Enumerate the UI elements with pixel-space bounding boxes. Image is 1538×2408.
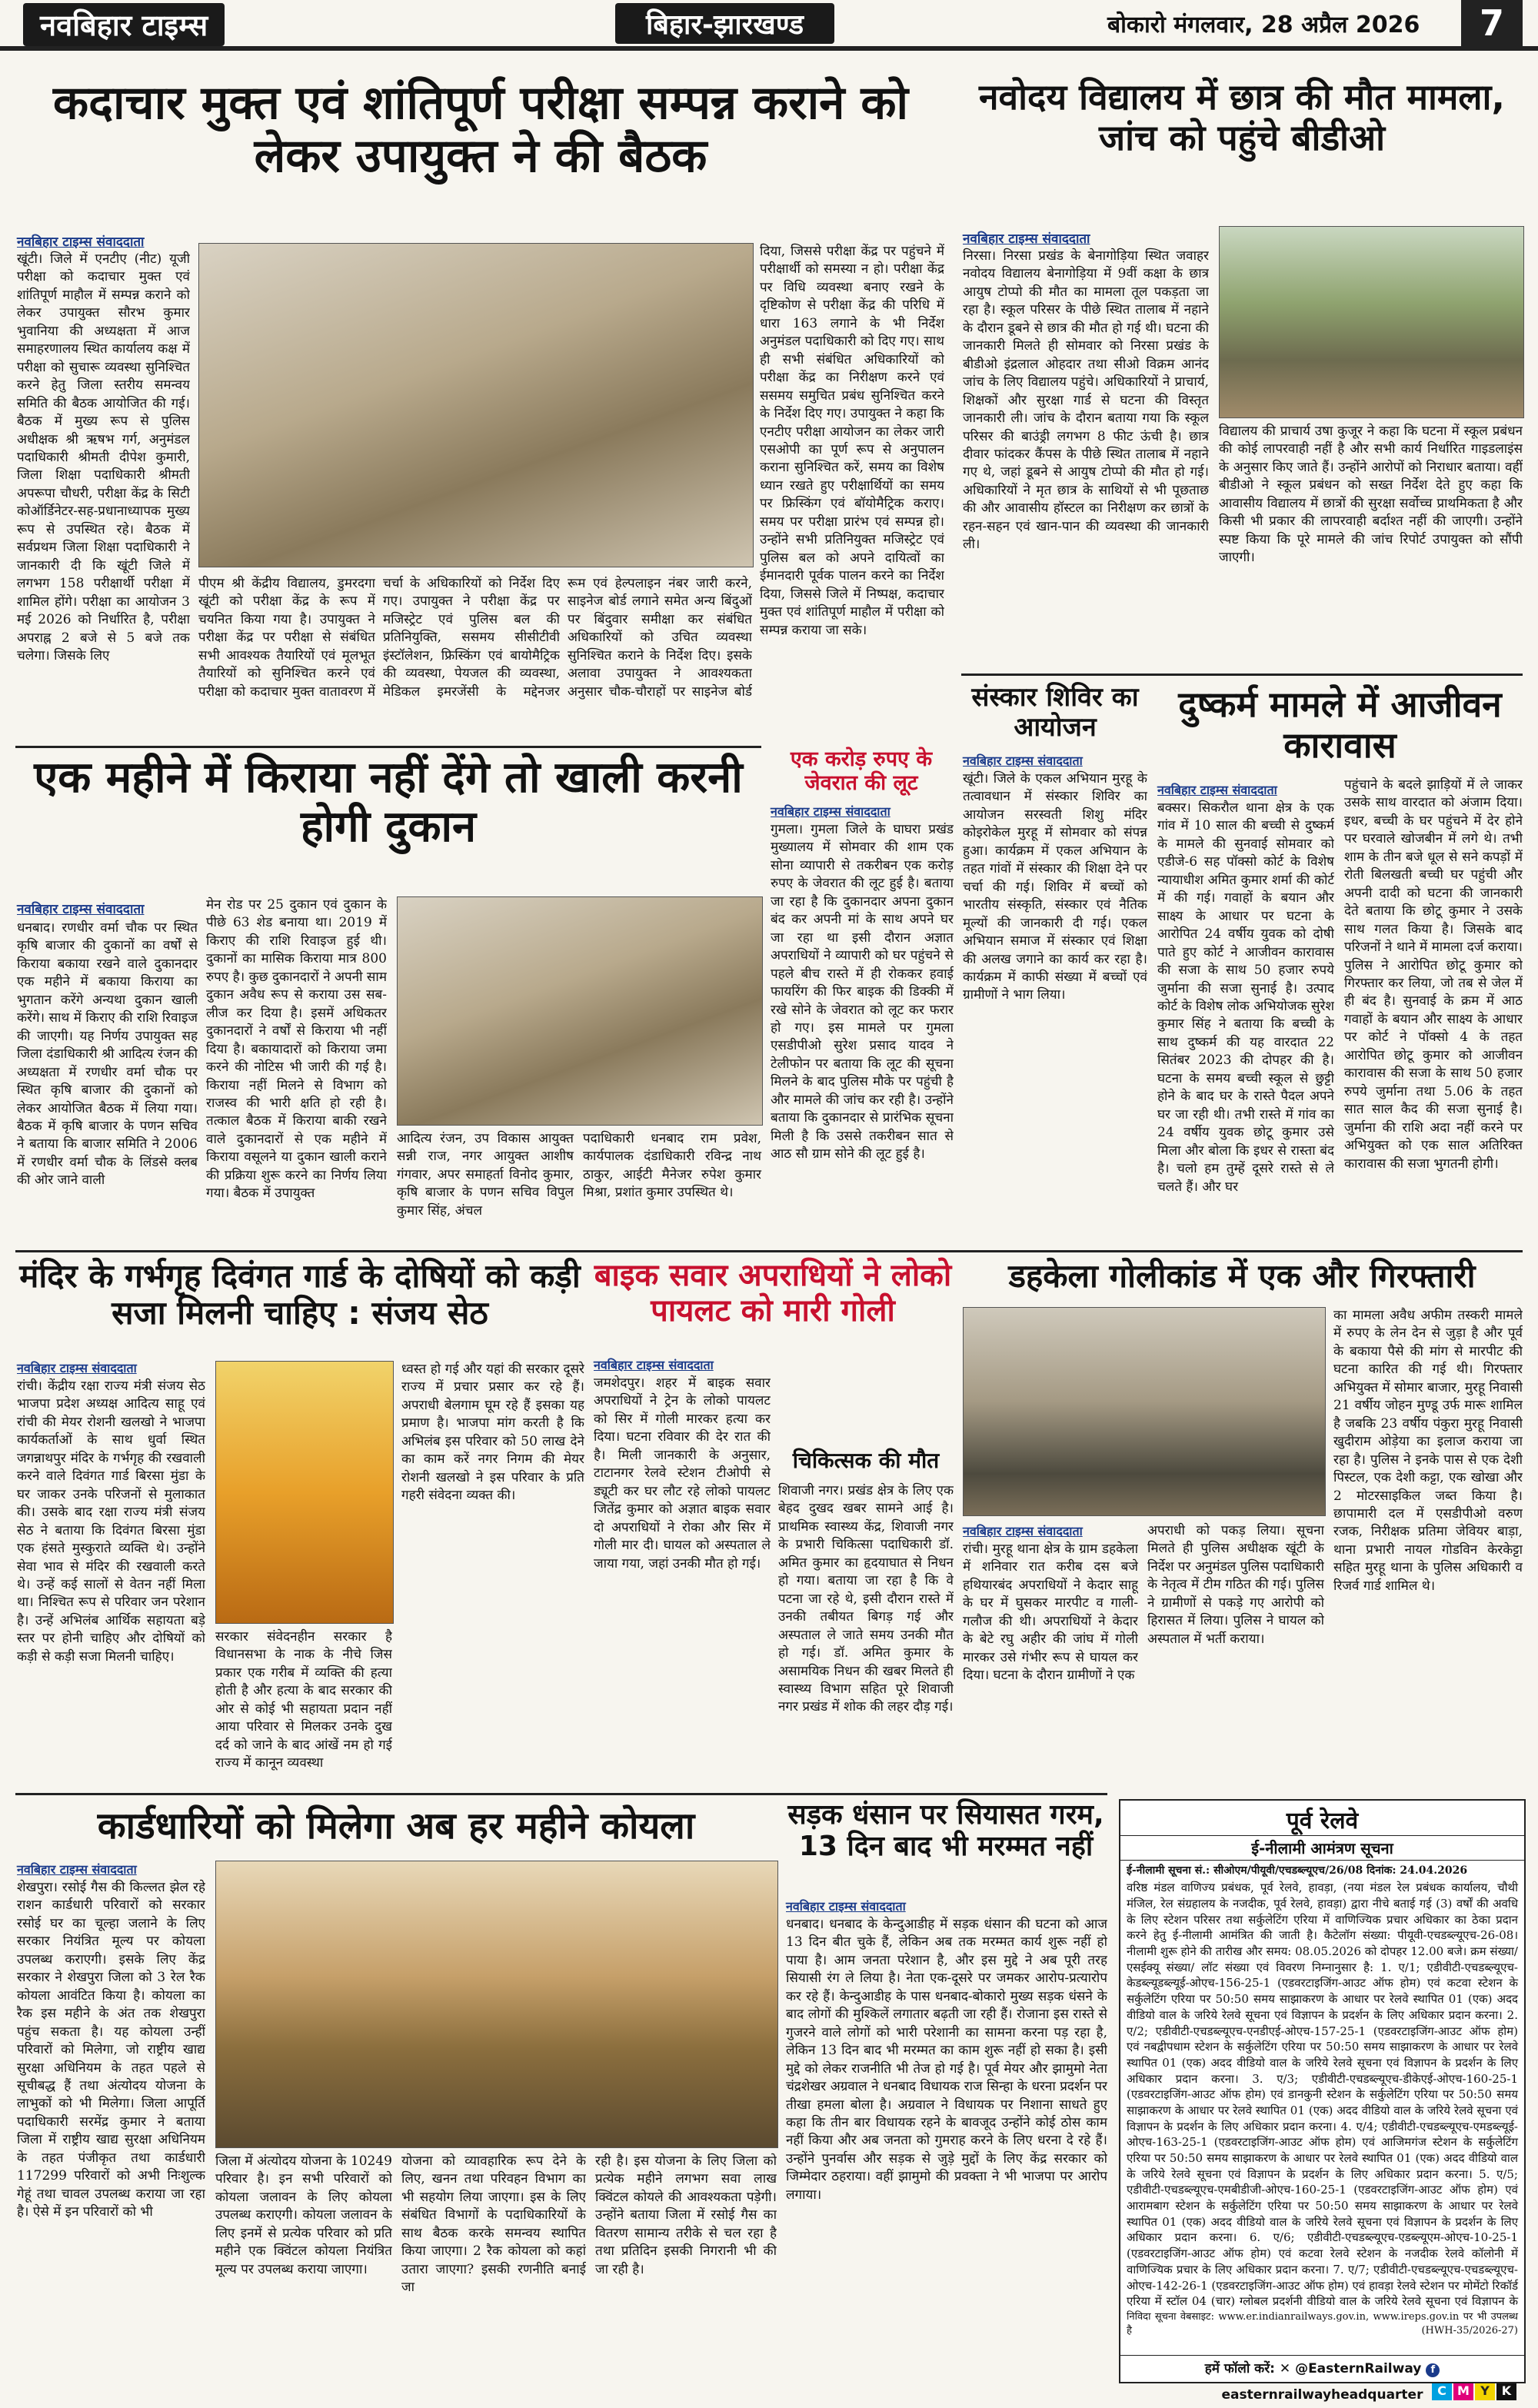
story8-headline: बाइक सवार अपराधियों ने लोको पायलट को मारी गोली xyxy=(594,1258,952,1329)
twitter-handle: @EasternRailway xyxy=(1295,2361,1422,2376)
divider xyxy=(961,674,1523,676)
story7-col3: ध्वस्त हो गई और यहां की सरकार दूसरे राज्य में प्रचार प्रसार कर रहे हैं। अपराधी बेलगाम घूम रहे हैं इसका यह प्रमाण है। भाजपा मांग करती है कि अभिलंब इस परिवार को 50 लाख देने का काम करें नगर निगम की मेयर रोशनी खलखो ने इस परिवार के प्रति गहरी संवेदना व्यक्त की। xyxy=(401,1362,584,1504)
story11-byline: नवबिहार टाइम्स संवाददाता xyxy=(17,1862,137,1877)
arrest-photo xyxy=(963,1307,1326,1516)
story1-headline: कदाचार मुक्त एवं शांतिपूर्ण परीक्षा सम्पन्न कराने को लेकर उपायुक्त ने की बैठक xyxy=(53,76,908,183)
story5-byline: नवबिहार टाइम्स संवाददाता xyxy=(963,753,1083,768)
masthead: नवबिहार टाइम्स xyxy=(23,3,225,46)
story9-headline: चिकित्सक की मौत xyxy=(792,1448,940,1473)
story2-col2: विद्यालय की प्राचार्य उषा कुजूर ने कहा कि घटना में स्कूल प्रबंधन की कोई लापरवाही नहीं है और सभी कार्य निर्धारित गाइडलाइंस के अनुसार किए जाते हैं। उन्होंने आरोपों को निराधार बताया। वहीं बीडीओ ने स्कूल प्रबंधन को सख्त निर्देश देते हुए कहा कि आवासीय विद्यालय में छात्रों की सुरक्षा सर्वोच्च प्राथमिकता है और किसी भी प्रकार की लापरवाही बर्दाश्त नहीं की जाएगी। उन्होंने स्पष्ट किया कि पूरे मामले की जांच रिपोर्ट उपायुक्त को सौंपी जाएगी। xyxy=(1219,424,1523,566)
facebook-handle: easternrailwayheadquarter xyxy=(1221,2387,1423,2403)
story6-col1: बक्सर। सिकरौल थाना क्षेत्र के एक गांव में 10 साल की बच्ची से दुष्कर्म के मामले की सुनवाई सोमवार को एडीजे-6 सह पॉक्सो कोर्ट के विशेष न्यायाधीश अमित कुमार शर्मा की कोर्ट में की गई। गवाहों के बयान और साक्ष्य के आधार पर घटना के आरोपित 24 वर्षीय युवक को दोषी पाते हुए कोर्ट ने आजीवन कारावास की सजा के साथ 50 हजार रुपये जुर्माना की सजा सुनाई है। उत्पाद कोर्ट के विशेष लोक अभियोजक सुरेश कुमार सिंह ने बताया कि बच्ची के साथ दुष्कर्म की यह वारदात 22 सितंबर 2023 की दोपहर की है। घटना के समय बच्ची स्कूल से छुट्टी होने के बाद घर के रास्ते पैदल अपने घर जा रही थी। तभी रास्ते में गांव का 24 वर्षीय युवक छोटू कुमार उसे मिला और बोला कि इधर से रास्ता बंद है। चलो हम तुम्हें दूसरे रास्ते से ले चलते हैं। और घर xyxy=(1157,800,1334,1195)
story1-col4: रूम एवं हेल्पलाइन नंबर जारी करने, साइनेज बोर्ड लगाने समेत अन्य बिंदुओं पर बिंदुवार समीक्षा कर संबंधित अधिकारियों को उचित व्यवस्था सुनिश्चित कराने के निर्देश दिए। इसके अलावा उपायुक्त ने आवश्यकता अनुसार चौक-चौराहों पर साइनेज बोर्ड xyxy=(568,576,752,700)
dateline: बोकारो मंगलवार, 28 अप्रैल 2026 xyxy=(1107,12,1420,38)
story11-col3: योजना को व्यावहारिक रूप देने के लिए, खनन तथा परिवहन विभाग का भी सहयोग लिया जाएगा। इस के लिए संबंधित विभागों के पदाधिकारियों के साथ बैठक करके समन्वय स्थापित किया जाएगा। 2 रैक कोयला को कहां उतारा जाएगा? इसकी रणनीति बनाई जा xyxy=(401,2154,586,2296)
page-number: 7 xyxy=(1461,0,1523,46)
story3-headline: एक महीने में किराया नहीं देंगे तो खाली करनी होगी दुकान xyxy=(34,753,743,853)
story11-col2: जिला में अंत्योदय योजना के 10249 परिवार है। इन सभी परिवारों को कोयला जलावन के लिए कोयला उपलब्ध कराएगी। कोयला जलावन के लिए इनमें से प्रत्येक परिवार को प्रति महीने एक क्विंटल कोयला नियंत्रित मूल्य पर उपलब्ध कराया जाएगा। xyxy=(215,2154,392,2277)
story1-col5: दिया, जिससे परीक्षा केंद्र पर पहुंचने में परीक्षार्थी को समस्या न हो। परीक्षा केंद्र पर विधि व्यवस्था बनाए रखने के दृष्टिकोण से परीक्षा केंद्र की परिधि में धारा 163 लगाने के भी निर्देश अनुमंडल पदाधिकारी को दिए गए। साथ ही सभी संबंधित अधिकारियों को परीक्षा केंद्र का निरीक्षण करने एवं ससमय समुचित प्रबंध सुनिश्चित करने के निर्देश दिए गए। उपायुक्त ने कहा कि एनटीए परीक्षा आयोजन का लेकर जारी एसओपी का पूर्ण रूप से अनुपालन कराना सुनिश्चित करें, समय का विशेष ध्यान रखते हुए परीक्षार्थियों का समय पर फ्रिस्किंग एवं बॉयोमैट्रिक कराए। समय पर परीक्षा प्रारंभ एवं सम्पन्न हो। उन्होंने सभी प्रतिनियुक्त मजिस्ट्रेट एवं पुलिस बल को अपने दायित्वों का ईमानदारी पूर्वक पालन करने का निर्देश दिया, जिससे जिले में निष्पक्ष, कदाचार मुक्त एवं शांतिपूर्ण माहौल में परीक्षा को सम्पन्न कराया जा सके। xyxy=(760,244,944,638)
story9-body: शिवाजी नगर। प्रखंड क्षेत्र के लिए एक बेहद दुखद खबर सामने आई है। प्राथमिक स्वास्थ्य केंद्र, शिवाजी नगर के प्रभारी चिकित्सा पदाधिकारी डॉ. अमित कुमार का हृदयाघात से निधन हो गया। बताया जा रहा है कि वे पटना जा रहे थे, इसी दौरान रास्ते में उनकी तबीयत बिगड़ गई और अस्पताल ले जाते समय उनकी मौत हो गई। डॉ. अमित कुमार के असामयिक निधन की खबर मिलते ही स्वास्थ्य विभाग सहित पूरे शिवाजी नगर प्रखंड में शोक की लहर दौड़ गई। xyxy=(778,1483,954,1715)
story5-body: खूंटी। जिले के एकल अभियान मुरहू के तत्वावधान में संस्कार शिविर का आयोजन सरस्वती शिशु मंदिर कोइरोकेल मुरहू में सोमवार को संपन्न हुआ। कार्यक्रम में एकल अभियान के तहत गांवों में संस्कार की शिक्षा देने पर चर्चा की गई। शिविर में बच्चों को भारतीय संस्कृति, संस्कार एवं नैतिक मूल्यों की जानकारी दी गई। एकल अभियान समाज में संस्कार एवं शिक्षा की अलख जगाने का कार्य कर रहा है। कार्यक्रम में काफी संख्या में बच्चों एवं ग्रामीणों ने भाग लिया। xyxy=(963,771,1147,1003)
story6-col2: पहुंचाने के बदले झाड़ियों में ले जाकर उसके साथ वारदात को अंजाम दिया। इधर, बच्ची के घर पहुंचने में देर होने पर घरवाले खोजबीन में लगे थे। तभी शाम के तीन बजे धूल से सने कपड़ों में रोती बिलखती बच्ची घर पहुंची और अपनी दादी को घटना की जानकारी देते बताया कि छोटू कुमार ने उसके साथ गलत किया है। जिसके बाद परिजनों ने थाने में मामला दर्ज कराया। पुलिस ने आरोपित छोटू कुमार को गिरफ्तार कर लिया, जो तब से जेल में ही बंद है। सुनवाई के क्रम में आठ गवाहों के बयान और साक्ष्य के आधार पर कोर्ट ने पॉक्सो 4 के तहत आरोपित छोटू कुमार को आजीवन कारावास की सजा के साथ 50 हजार रुपये जुर्माना तथा 5.06 के तहत सात साल कैद की सजा सुनाई है। जुर्माना की राशि अदा नहीं करने पर अभियुक्त को एक साल अतिरिक्त कारावास की सजा भुगतनी होगी। xyxy=(1344,777,1523,1172)
social-label: हमें फॉलो करें: xyxy=(1204,2361,1275,2376)
cmyk-k: K xyxy=(1496,2383,1516,2400)
cmyk-registration-marks xyxy=(1430,2383,1516,2400)
story2-byline: नवबिहार टाइम्स संवाददाता xyxy=(963,231,1090,247)
story11-headline: कार्डधारियों को मिलेगा अब हर महीने कोयला xyxy=(97,1804,695,1848)
coal-distribution-photo xyxy=(215,1861,778,2148)
story3-caption2: पदाधिकारी धनबाद राम प्रवेश, कार्यपालक दंडाधिकारी रविन्द्र नाथ ठाकुर, आईटी मैनेजर रुपेश कुमार मिश्रा, प्रशांत कुमार उपस्थित थे। xyxy=(583,1131,761,1201)
story6-byline: नवबिहार टाइम्स संवाददाता xyxy=(1157,783,1277,797)
notice-body: वरिष्ठ मंडल वाणिज्य प्रबंधक, पूर्व रेलवे, हावड़ा, (नया मंडल रेल प्रबंधक कार्यालय, चौथी मंजिल, रेल संग्रहालय के नजदीक, पूर्व रेलवे, हावड़ा) द्वारा नीचे बताई गई (3) वर्षों की अवधि के लिए स्टेशन परिसर तथा सर्कुलेटिंग एरिया में वाणिज्यिक प्रचार अधिकार का ठेका प्रदान करने हेतु ई-नीलामी आमंत्रित की जाती है। कैटेलॉग संख्या: पीयूवी-एचडब्ल्यूएच-26-08। नीलामी शुरू होने की तारीख और समय: 08.05.2026 को दोपहर 12.00 बजे। क्रम संख्या/ एसईक्यू संख्या/ लॉट संख्या एवं विवरण निम्नानुसार है: 1. ए/1; एडीवीटी-एचडब्ल्यूएच-केडब्ल्यूडब्ल्यूई-ओएच-156-25-1 (एडवरटाइजिंग-आउट ऑफ होम) एवं कटवा स्टेशन के सर्कुलेटिंग एरिया पर 50:50 समय साझाकरण के आधार पर रेलवे स्थापित 01 (एक) अदद वीडियो वाल के जरिये रेलवे सूचना एवं विज्ञापन के प्रदर्शन के लिए अधिकार प्रदान करना। 2. ए/2; एडीवीटी-एचडब्ल्यूएच-एनडीएई-ओएच-157-25-1 (एडवरटाइजिंग-आउट ऑफ होम) एवं नबद्वीपधाम स्टेशन के सर्कुलेटिंग एरिया पर 50:50 समय साझाकरण के आधार पर रेलवे स्थापित 01 (एक) अदद वीडियो वाल के जरिये रेलवे सूचना एवं विज्ञापन के प्रदर्शन के लिए अधिकार प्रदान करना। 3. ए/3; एडीवीटी-एचडब्ल्यूएच-डीकेएई-ओएच-160-25-1 (एडवरटाइजिंग-आउट ऑफ होम) एवं डानकुनी स्टेशन के सर्कुलेटिंग एरिया पर 50:50 समय साझाकरण के आधार पर रेलवे स्थापित 01 (एक) अदद वीडियो वाल के जरिये रेलवे सूचना एवं विज्ञापन के प्रदर्शन के लिए अधिकार प्रदान करना। 4. ए/4; एडीवीटी-एचडब्ल्यूएच-एमडब्ल्यूई-ओएच-163-25-1 (एडवरटाइजिंग-आउट ऑफ होम) एवं आजिमगंज स्टेशन के सर्कुलेटिंग एरिया पर 50:50 समय साझाकरण के आधार पर रेलवे स्थापित 01 (एक) अदद वीडियो वाल के जरिये रेलवे सूचना एवं विज्ञापन के प्रदर्शन के लिए अधिकार प्रदान करना। 5. ए/5; एडीवीटी-एचडब्ल्यूएच-एमबीडीजी-ओएच-160-25-1 (एडवरटाइजिंग-आउट ऑफ होम) एवं आरामबाग स्टेशन के सर्कुलेटिंग एरिया पर 50:50 समय साझाकरण के आधार पर रेलवे स्थापित 01 (एक) अदद वीडियो वाल के जरिये रेलवे सूचना एवं विज्ञापन के प्रदर्शन के लिए अधिकार प्रदान करना। 6. ए/6; एडीवीटी-एचडब्ल्यूएच-एडब्ल्यूएम-ओएच-10-25-1 (एडवरटाइजिंग-आउट ऑफ होम) एवं कटवा रेलवे स्टेशन के नजदीक रेलवे कॉलोनी में वाणिज्यिक प्रचार के लिए अधिकार प्रदान करना। 7. ए/7; एडीवीटी-एचडब्ल्यूएच-एचडब्ल्यूएच-ओएच-142-26-1 (एडवरटाइजिंग-आउट ऑफ होम) एवं हावड़ा रेलवे स्टेशन पर मोमेंटो रिकॉर्ड एरिया में स्टॉल 04 (चार) ग्लोबल प्रदर्शनी वीडियो वाल के जरिये रेलवे सूचना एवं विज्ञापन के xyxy=(1127,1881,1518,2309)
story1-byline: नवबिहार टाइम्स संवाददाता xyxy=(17,234,145,250)
story3-col2: मेन रोड पर 25 दुकान एवं दुकान के पीछे 63 शेड बनाया था। 2019 में किराए की राशि रिवाइज हुई थी। दुकानों का मासिक किराया मात्र 800 रुपए है। कुछ दुकानदारों ने अपनी साम दुकान अवैध रूप से कराया उस सब-लीज कर दिया है। इसमें अधिकतर दुकानदारों ने वर्षों से किराया भी नहीं दिया है। बकायादारों को किराया जमा करने की नोटिस भी जारी की गई है। किराया नहीं मिलने से विभाग को राजस्व की भारी क्षति हो रही है। तत्काल बैठक में किराया बाकी रखने वाले दुकानदारों से एक महीने में किराया वसूलने या दुकान खाली कराने की प्रक्रिया शुरू करने का निर्णय लिया गया। बैठक में उपायुक्त xyxy=(206,897,387,1202)
story6-headline: दुष्कर्म मामले में आजीवन कारावास xyxy=(1178,683,1502,766)
story3-caption: आदित्य रंजन, उप विकास आयुक्त सन्नी राज, नगर आयुक्त आशीष गंगवार, अपर समाहर्ता विनोद कुमार, कृषि बाजार के पणन सचिव विपुल कुमार सिंह, अंचल xyxy=(397,1131,574,1219)
story8-body: जमशेदपुर। शहर में बाइक सवार अपराधियों ने ट्रेन के लोको पायलट को सिर में गोली मारकर हत्या कर दिया। घटना रविवार की देर रात की है। मिली जानकारी के अनुसार, टाटानगर रेलवे स्टेशन टीओपी से ड्यूटी कर घर लौट रहे लोको पायलट जितेंद्र कुमार को अज्ञात बाइक सवार दो अपराधियों ने रोका और सिर में गोली मार दी। घायल को अस्पताल ले जाया गया, जहां उनकी मौत हो गई। xyxy=(594,1375,771,1572)
divider xyxy=(15,1250,1523,1252)
facebook-icon: f xyxy=(1426,2363,1440,2377)
story4-body: गुमला। गुमला जिले के घाघरा प्रखंड मुख्यालय में सोमवार की शाम एक सोना व्यापारी से तकरीबन एक करोड़ रुपए के जेवरात की लूट हुई है। बताया जा रहा है कि दुकानदार अपना दुकान बंद कर अपनी मां के साथ अपने घर जा रहा था इसी दौरान अज्ञात अपराधियों ने व्यापारी को घर पहुंचने से पहले बीच रास्ते में ही रोककर हवाई फायरिंग की फिर बाइक की डिक्की में रखे सोने के जेवरात को लूट कर फरार हो गए। इस मामले पर गुमला एसडीपीओ सुरेश प्रसाद यादव ने टेलीफोन पर बताया कि लूट की सूचना मिलने के बाद पुलिस मौके पर पहुंची है और मामले की जांच कर रही है। उन्होंने बताया कि दुकानदार से प्रारंभिक सूचना मिली है कि उससे तकरीबन सात से आठ सौ ग्राम सोने की लूट हुई है। xyxy=(771,822,954,1162)
story2-col1: निरसा। निरसा प्रखंड के बेनागोड़िया स्थित जवाहर नवोदय विद्यालय बेनागोड़िया में 9वीं कक्षा के छात्र आयुष टोप्पो की मौत का मामला तूल पकड़ता जा रहा है। स्कूल परिसर के पीछे स्थित तालाब में नहाने के दौरान डूबने से छात्र की मौत हो गई थी। घटना की जानकारी मिलते ही सोमवार को निरसा प्रखंड के बीडीओ इंद्रलाल ओहदार तथा सीओ विक्रम आनंद जांच के लिए विद्यालय पहुंचे। अधिकारियों ने प्राचार्य, शिक्षकों और सुरक्षा गार्ड से घटना की विस्तृत जानकारी ली। जांच के दौरान बताया गया कि स्कूल परिसर की बाउंड्री लगभग 8 फीट ऊंची है। छात्र दीवार फांदकर कैंपस के पीछे स्थित तालाब में नहाने गए थे, जहां डूबने से आयुष टोप्पो की मौत हो गई। अधिकारियों ने मृत छात्र के साथियों से भी पूछताछ की और आवासीय हॉस्टल का निरीक्षण कर छात्रों के रहन-सहन एवं खान-पान की व्यवस्था की जानकारी ली। xyxy=(963,248,1209,553)
story7-headline: मंदिर के गर्भगृह दिवंगत गार्ड के दोषियों को कड़ी सजा मिलनी चाहिए : संजय सेठ xyxy=(19,1257,581,1332)
notice-footer-text: निविदा सूचना वेबसाइट: www.er.indianrailways.gov.in, www.ireps.gov.in पर भी उपलब्ध है xyxy=(1127,2311,1518,2337)
notice-website-line xyxy=(1120,2310,1524,2338)
story10-col3: का मामला अवैध अफीम तस्करी मामले में रुपए के लेन देन से जुड़ा है और पूर्व के बकाया पैसे की मांग से मारपीट की घटना कारित की गई थी। गिरफ्तार अभियुक्त में सोमार बाजार, मुरहू निवासी 21 वर्षीय जोहन मुण्डू उर्फ मारू शामिल है जबकि 23 वर्षीय पंकुरा मुरहू निवासी खुदीराम ओड़ेया का इलाज कराया जा रहा है। पुलिस ने इनके पास से एक देशी पिस्टल, एक देशी कट्टा, एक खोखा और 2 मोटरसाइकिल जब्त किया है। छापामारी दल में एसडीपीओ वरुण रजक, निरीक्षक प्रतिमा जेवियर बाड़ा, थाना प्रभारी नायल गोडविन केरकेट्टा सहित मुरहू थाना के पुलिस अधिकारी व रिजर्व गार्ड शामिल थे। xyxy=(1333,1308,1523,1594)
notice-subtitle: ई-नीलामी आमंत्रण सूचना xyxy=(1120,1835,1524,1861)
story7-byline: नवबिहार टाइम्स संवाददाता xyxy=(17,1361,137,1375)
x-icon: ✕ xyxy=(1279,2361,1291,2376)
sanjay-seth-portrait xyxy=(215,1361,394,1624)
story11-col4: रही है। इस योजना के लिए जिला को प्रत्येक महीने लगभग सवा लाख क्विंटल कोयले की आवश्यकता पड़ेगी। उन्होंने बताया जिला में रसोई गैस का वितरण सामान्य तरीके से चल रहा है तथा प्रतिदिन इसकी निगरानी भी की जा रही है। xyxy=(595,2154,777,2277)
story10-headline: डहकेला गोलीकांड में एक और गिरफ्तारी xyxy=(1008,1257,1476,1295)
story10-byline: नवबिहार टाइम्स संवाददाता xyxy=(963,1524,1083,1538)
story1-col1: खूंटी। जिले में एनटीए (नीट) यूजी परीक्षा को कदाचार मुक्त एवं शांतिपूर्ण माहौल में सम्पन्न कराने को लेकर उपायुक्त सौरभ कुमार भुवानिया की अध्यक्षता में आज समाहरणालय स्थित कार्यालय कक्ष में परीक्षा को सुचारू व्यवस्था सुनिश्चित करने हेतु जिला स्तरीय समन्वय समिति की बैठक आयोजित की गई। बैठक में मुख्य रूप से पुलिस अधीक्षक श्री ऋषभ गर्ग, अनुमंडल पदाधिकारी श्रीमती दीपेश कुमारी, जिला शिक्षा पदाधिकारी श्रीमती अपरूपा चौधरी, परीक्षा केंद्र के सिटी कोऑर्डिनेटर-सह-प्रधानाध्यापक मुख्य रूप से उपस्थित रहे। बैठक में सर्वप्रथम जिला शिक्षा पदाधिकारी ने जानकारी दी कि खूंटी जिले में लगभग 158 परीक्षार्थी परीक्षा में शामिल होंगे। परीक्षा का आयोजन 3 मई 2026 को निर्धारित है, परीक्षा अपराह्न 2 बजे से 5 बजे तक चलेगा। जिसके लिए xyxy=(17,251,190,664)
story8-byline: नवबिहार टाइम्स संवाददाता xyxy=(594,1358,714,1372)
story3-col1: धनबाद। रणधीर वर्मा चौक पर स्थित कृषि बाजार की दुकानों का वर्षों से किराया बकाया रखने वाले दुकानदार एक महीने में बकाया किराया का भुगतान करेंगे अन्यथा दुकान खाली करेंगे। साथ में किराए की राशि रिवाइज की जाएगी। यह निर्णय उपायुक्त सह जिला दंडाधिकारी श्री आदित्य रंजन की अध्यक्षता में रणधीर वर्मा चौक पर स्थित कृषि बाजार की दुकानों को लेकर आयोजित बैठक में लिया गया। बैठक में कृषि बाजार के पणन सचिव ने बताया कि बाजार समिति ने 2006 में रणधीर वर्मा चौक के लिंडसे क्लब की ओर जाने वाली xyxy=(17,920,198,1189)
story1-col3: चर्चा के अधिकारियों को निर्देश दिए गए। उपायुक्त ने परीक्षा केंद्र पर मजिस्ट्रेट एवं पुलिस बल की प्रतिनियुक्ति, ससमय सीसीटीवी इंस्टॉलेशन, फ्रिस्किंग एवं बायोमैट्रिक की व्यवस्था, पेयजल की व्यवस्था, मेडिकल इमरजेंसी के मद्देनजर xyxy=(383,576,560,700)
story10-col2: अपराधी को पकड़ लिया। सूचना मिलते ही पुलिस अधीक्षक खूंटी के निर्देश पर अनुमंडल पुलिस पदाधिकारी के नेतृत्व में टीम गठित की गई। पुलिस ने ग्रामीणों से पकड़े गए आरोपी को हिरासत में लिया। पुलिस ने घायल को अस्पताल में भर्ती कराया। xyxy=(1147,1523,1324,1647)
story1-col2: पीएम श्री केंद्रीय विद्यालय, डुमरदगा खूंटी को परीक्षा केंद्र के रूप में चयनित किया गया है। उपायुक्त ने परीक्षा केंद्र पर परीक्षा से संबंधित सभी आवश्यक तैयारियों एवं मूलभूत तैयारियों को सुनिश्चित करने एवं परीक्षा को कदाचार मुक्त वातावरण में xyxy=(198,576,375,700)
story3-byline: नवबिहार टाइम्स संवाददाता xyxy=(17,902,145,917)
story12-body: धनबाद। धनबाद के केन्दुआडीह में सड़क धंसान की घटना को आज 13 दिन बीत चुके हैं, लेकिन अब तक मरम्मत कार्य शुरू नहीं हो पाया है। आम जनता परेशान है, और इस मुद्दे ने अब पूरी तरह सियासी रंग ले लिया है। नेता एक-दूसरे पर जमकर आरोप-प्रत्यारोप कर रहे हैं। केन्दुआडीह के पास धनबाद-बोकारो मुख्य सड़क धंसने के बाद लोगों की मुश्किलें लगातार बढ़ती जा रही हैं। रोजाना इस रास्ते से गुजरने वाले लोगों को भारी परेशानी का सामना करना पड़ रहा है, लेकिन 13 दिन बाद भी मरम्मत का काम शुरू नहीं हो सका है। इसी मुद्दे को लेकर राजनीति भी तेज हो गई है। पूर्व मेयर और झामुमो नेता चंद्रशेखर अग्रवाल ने धनबाद विधायक राज सिन्हा के धरना प्रदर्शन पर तीखा हमला बोला है। अग्रवाल ने विधायक पर निशाना साधते हुए कहा कि तीन बार विधायक रहने के बावजूद उन्होंने कोई ठोस काम नहीं किया और अब जनता को गुमराह करने के लिए धरना दे रहे हैं। उन्होंने पुनर्वास और सड़क से जुड़े मुद्दों के लिए केंद्र सरकार को जिम्मेदार ठहराया। वहीं झामुमो की प्रवक्ता ने भी भाजपा पर आरोप लगाया। xyxy=(786,1917,1107,2203)
story5-headline: संस्कार शिविर का आयोजन xyxy=(971,682,1139,743)
story10-col1: रांची। मुरहू थाना क्षेत्र के ग्राम डहकेला में शनिवार रात करीब दस बजे हथियारबंद अपराधियों ने केदार साहू के घर में घुसकर मारपीट व गाली-गलौज की थी। अपराधियों ने केदार के बेटे रघु अहीर की जांघ में गोली मारकर उसे गंभीर रूप से घायल कर दिया। घटना के दौरान ग्रामीणों ने एक xyxy=(963,1542,1138,1684)
notice-title: पूर्व रेलवे xyxy=(1286,1808,1359,1834)
story4-headline: एक करोड़ रुपए के जेवरात की लूट xyxy=(790,747,933,796)
dhanbad-meeting-photo xyxy=(397,896,763,1126)
page-header xyxy=(0,0,1538,51)
story7-col2: सरकार संवेदनहीन सरकार है विधानसभा के नाक के नीचे जिस प्रकार एक गरीब में व्यक्ति की हत्या होती है और हत्या के बाद सरकार की ओर से कोई भी सहायता प्रदान नहीं आया परिवार से मिलकर उनके दुख दर्द को जाने के बाद आंखें नम हो गई राज्य में कानून व्यवस्था xyxy=(215,1629,392,1771)
story2-headline: नवोदय विद्यालय में छात्र की मौत मामला, जांच को पहुंचे बीडीओ xyxy=(979,76,1505,158)
cmyk-m: M xyxy=(1453,2383,1473,2400)
story12-headline: सड़क धंसान पर सियासत गरम, 13 दिन बाद भी मरम्मत नहीं xyxy=(787,1799,1104,1863)
meeting-photo xyxy=(198,243,754,567)
railway-notice-box xyxy=(1119,1799,1526,2403)
divider xyxy=(15,1793,1107,1795)
section-label: बिहार-झारखण्ड xyxy=(615,3,834,44)
story7-col1: रांची। केंद्रीय रक्षा राज्य मंत्री संजय सेठ भाजपा प्रदेश अध्यक्ष आदित्य साहू एवं रांची की मेयर रोशनी खलखो ने भाजपा कार्यकर्ताओं के साथ धुर्वा स्थित जगन्नाथपुर मंदिर के गर्भगृह की रखवाली करने वाले दिवंगत गार्ड बिरसा मुंडा के घर जाकर उनके परिजनों से मुलाकात की। उसके बाद रक्षा राज्य मंत्री संजय सेठ ने बताया कि दिवंगत बिरसा मुंडा एक हंसते मुस्कुराते व्यक्ति थे। उन्होंने सेवा भाव से मंदिर की रखवाली करते थे। उन्हें कई सालों से वेतन नहीं मिला था। निश्चित रूप से परिवार जन परेशान है। उन्हें अभिलंब आर्थिक सहायता बड़े स्तर पर होनी चाहिए और दोषियों को कड़ी से कड़ी सजा मिलनी चाहिए। xyxy=(17,1379,205,1665)
story12-byline: नवबिहार टाइम्स संवाददाता xyxy=(786,1899,906,1914)
notice-social xyxy=(1120,2355,1524,2403)
notice-code: (HWH-35/2026-27) xyxy=(1421,2325,1518,2337)
story4-byline: नवबिहार टाइम्स संवाददाता xyxy=(771,804,891,819)
cmyk-c: C xyxy=(1432,2383,1452,2400)
school-photo xyxy=(1219,226,1524,418)
cmyk-y: Y xyxy=(1475,2383,1495,2400)
story11-col1: शेखपुरा। रसोई गैस की किल्लत झेल रहे राशन कार्डधारी परिवारों को सरकार रसोई घर का चूल्हा जलाने के लिए सरकार नियंत्रित मूल्य पर कोयला उपलब्ध कराएगी। इसके लिए केंद्र सरकार ने शेखपुरा जिला को 3 रेल रैक कोयला आवंटित किया है। कोयला का रैक इस महीने के अंत तक शेखपुरा पहुंच सकता है। यह कोयला उन्हीं परिवारों को मिलेगा, जो राष्ट्रीय खाद्य सुरक्षा अधिनियम के तहत पहले से सूचीबद्ध हैं तथा अंत्योदय योजना के लाभुकों को भी मिलेगा। जिला आपूर्ति पदाधिकारी सरमेंद्र कुमार ने बताया जिला में राष्ट्रीय खाद्य सुरक्षा अधिनियम के तहत पंजीकृत तथा कार्डधारी 117299 परिवारों को अभी निःशुल्क गेहूं तथा चावल उपलब्ध कराया जा रहा है। ऐसे में इन परिवारों को भी xyxy=(17,1880,205,2220)
notice-ref-line: ई-नीलामी सूचना सं.: सीओएम/पीयूवी/एचडब्ल्यूएच/26/08 दिनांक: 24.04.2026 xyxy=(1127,1864,1468,1877)
divider xyxy=(15,746,761,748)
